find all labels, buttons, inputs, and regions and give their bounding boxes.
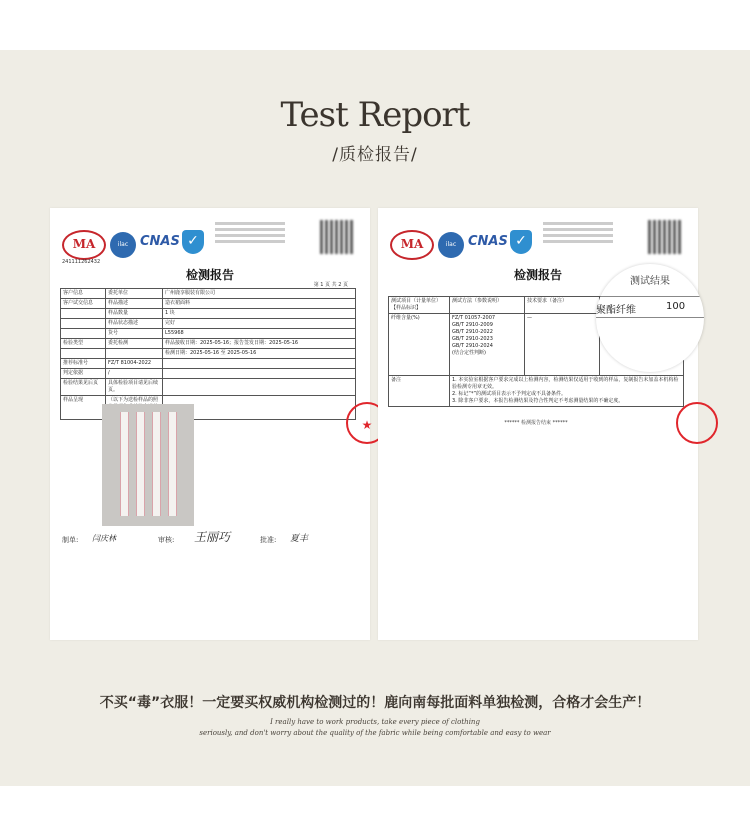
blurred-info	[543, 222, 613, 246]
test-methods	[450, 314, 525, 376]
check-shield-icon: ✓	[182, 230, 204, 254]
signature-reviewer: 王丽巧	[194, 530, 231, 544]
info-cell: 客户信息	[61, 289, 106, 299]
note-line: 1. 本实验室根据客户要求完成以上检测内容，检测结果仅适用于收到的样品，复制报告未加盖本机构检验检测专用章无效。	[452, 377, 679, 390]
info-cell: 客户试交信息	[61, 299, 106, 309]
info-cell	[61, 349, 106, 359]
magnifier-row	[596, 296, 704, 318]
info-row	[61, 339, 356, 349]
script-line-2: seriously, and don't worry about the quality of the fabric while being comfortable and easy to wear	[199, 729, 551, 737]
info-row	[61, 329, 356, 339]
signature-maker: 闫庆林	[92, 534, 116, 543]
report-end: ****** 检测报告结束 ******	[504, 420, 568, 426]
notes-text	[450, 376, 684, 407]
notes-label: 备注	[389, 376, 450, 407]
fabric-stripe	[136, 412, 145, 516]
info-cell: 1 块	[163, 309, 356, 319]
info-cell: 推荐标准号	[61, 359, 106, 369]
method-line: (结合定性判断)	[452, 350, 486, 356]
info-cell	[61, 319, 106, 329]
note-line: 3. 除非客户要求，本报告检测结果及符合性判定不考虑测量结果的不确定度。	[452, 398, 624, 404]
test-requirement: —	[525, 314, 600, 376]
info-cell: FZ/T 81004-2022	[106, 359, 163, 369]
sig-label-maker: 制单:	[62, 536, 79, 544]
fiber-name: 聚酯纤维	[596, 305, 636, 316]
cnas-logo-icon: CNAS	[468, 234, 508, 249]
info-cell	[61, 329, 106, 339]
info-cell: 样品描述	[106, 299, 163, 309]
fiber-value: 100	[666, 301, 686, 312]
info-cell: 委托单位	[106, 289, 163, 299]
cnas-logo-icon: CNAS	[140, 234, 180, 249]
blurred-info	[215, 222, 285, 246]
info-cell	[106, 349, 163, 359]
method-line: FZ/T 01057-2007	[452, 315, 496, 321]
page-title: Test Report	[280, 95, 470, 135]
info-cell: 具体检验项目请见后续页。	[106, 379, 163, 396]
info-cell: （以下为送检样品的照	[106, 396, 163, 420]
info-cell: L55968	[163, 329, 356, 339]
info-row	[61, 299, 356, 309]
fabric-stripe	[120, 412, 129, 516]
info-cell	[163, 379, 356, 396]
note-line: 2. 标记“*”的测试项目表示不予判定或不具备条件。	[452, 391, 567, 397]
info-row	[61, 289, 356, 299]
info-row	[61, 349, 356, 359]
magnifier-header: 测试结果	[630, 276, 670, 287]
info-cell: /	[106, 369, 163, 379]
col-header-requirement: 技术要求（备注）	[525, 297, 600, 314]
info-row	[61, 319, 356, 329]
cma-logo-icon: MA	[390, 230, 434, 260]
info-cell	[163, 369, 356, 379]
info-cell: 判定依据	[61, 369, 106, 379]
cma-number: 241111262432	[62, 259, 101, 265]
red-seal-icon: ★	[346, 402, 388, 444]
fabric-stripe	[152, 412, 161, 516]
footer-slogan: 不买“毒”衣服！一定要买权威机构检测过的！鹿向南每批面料单独检测，合格才会生产！	[99, 695, 651, 711]
page-subtitle: /质检报告/	[332, 145, 418, 165]
sample-photo	[102, 404, 194, 526]
info-cell: 样品数量	[106, 309, 163, 319]
method-line: GB/T 2910-2024	[452, 343, 493, 349]
info-cell	[163, 359, 356, 369]
method-line: GB/T 2910-2023	[452, 336, 493, 342]
report-title: 检测报告	[185, 268, 234, 282]
report-title: 检测报告	[513, 268, 562, 282]
script-line-1: I really have to work products, take every piece of clothing	[270, 718, 480, 726]
info-cell: 样品状态描述	[106, 319, 163, 329]
info-row	[61, 379, 356, 396]
col-header-method: 测试方法（参数说明）	[450, 297, 525, 314]
info-cell: 委托检测	[106, 339, 163, 349]
sig-label-reviewer: 审核:	[158, 536, 175, 544]
sig-label-approver: 批准:	[260, 536, 277, 544]
info-row	[61, 309, 356, 319]
info-cell	[61, 309, 106, 319]
col-header-item: 测试项目（计量单位）【样品标识】	[389, 297, 450, 314]
info-row	[61, 359, 356, 369]
info-cell: 检验结果见后页	[61, 379, 106, 396]
info-cell: 检验类型	[61, 339, 106, 349]
info-cell: 样品接收日期：2025-05-16；报告签发日期：2025-05-16	[163, 339, 356, 349]
info-cell: 完好	[163, 319, 356, 329]
check-shield-icon: ✓	[510, 230, 532, 254]
qr-code-icon	[648, 220, 682, 254]
result-magnifier	[596, 264, 704, 372]
info-cell: 样品呈现	[61, 396, 106, 420]
signature-approver: 夏丰	[290, 534, 309, 544]
method-line: GB/T 2910-2009	[452, 322, 493, 328]
qr-code-icon	[320, 220, 354, 254]
fabric-stripe	[168, 412, 177, 516]
ilac-mra-logo-icon: ilac	[110, 232, 136, 258]
cma-logo-icon: MA	[62, 230, 106, 260]
info-cell: 广州鹿享服装有限公司	[163, 289, 356, 299]
test-item: 纤维含量(%)	[389, 314, 450, 376]
method-line: GB/T 2910-2022	[452, 329, 493, 335]
page-number: 第 1 页 共 2 页	[313, 282, 348, 288]
report-info-table	[60, 288, 356, 420]
info-cell: 检测日期：2025-05-16 至 2025-05-16	[163, 349, 356, 359]
info-row	[61, 369, 356, 379]
report-page-1	[50, 208, 373, 640]
red-seal-icon	[676, 402, 718, 444]
info-cell: 货号	[106, 329, 163, 339]
ilac-mra-logo-icon: ilac	[438, 232, 464, 258]
info-cell: 造衣裙面料	[163, 299, 356, 309]
